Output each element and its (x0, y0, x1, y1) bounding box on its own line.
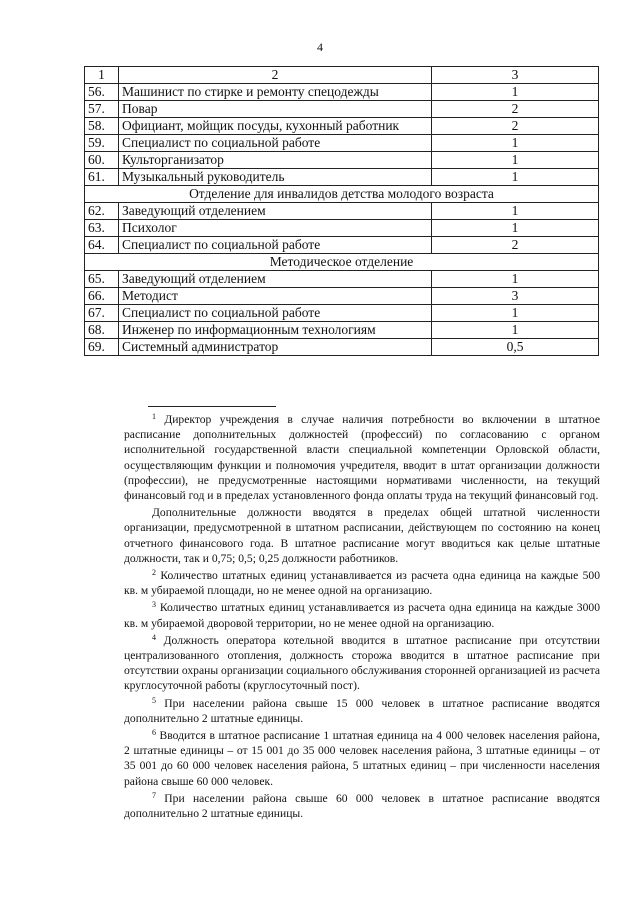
staff-units: 1 (432, 84, 599, 101)
footnote-mark: 1 (152, 412, 156, 421)
footnote-mark: 5 (152, 695, 156, 705)
footnote-text: Директор учреждения в случае наличия потребности во включении в штатное расписание дополнительных должностей (профессий) по согласованию с органом исполнительной государственной власти специальной компетенции Орловской области, осуществляющим функции и полномочия учредителя, вводит в штат организации должности (профессии), не предусмотренные настоящими нормативами численности, на текущий финансовый год и в пределах установленного фонда оплаты труда на текущий финансовый год. (124, 413, 600, 503)
table-header-row (85, 67, 599, 84)
staff-units: 1 (432, 135, 599, 152)
footnote-mark: 4 (152, 632, 156, 642)
staff-units: 3 (432, 288, 599, 305)
table-row (85, 271, 599, 288)
position-name: Методист (119, 288, 432, 305)
footnote-text: Дополнительные должности вводятся в пределах общей штатной численности организации, предусмотренной в штатном расписании, действующем по состоянию на конец отчетного финансового года. В штатное расписание могут вводиться как целые штатные должности, так и 0,75; 0,5; 0,25 должности работников. (124, 506, 600, 565)
header-col-1: 1 (85, 67, 119, 84)
table-row (85, 322, 599, 339)
staff-units: 1 (432, 220, 599, 237)
table-row (85, 237, 599, 254)
position-name: Повар (119, 101, 432, 118)
row-number: 68. (85, 322, 119, 339)
page-number: 4 (317, 40, 323, 54)
table-row (85, 118, 599, 135)
table-row (85, 305, 599, 322)
staff-units: 1 (432, 203, 599, 220)
row-number: 64. (85, 237, 119, 254)
row-number: 66. (85, 288, 119, 305)
section-header-row (85, 254, 599, 271)
staff-units: 1 (432, 322, 599, 339)
staff-units: 1 (432, 271, 599, 288)
header-col-3: 3 (432, 67, 599, 84)
staff-units: 2 (432, 237, 599, 254)
footnotes (124, 412, 600, 823)
row-number: 57. (85, 101, 119, 118)
row-number: 65. (85, 271, 119, 288)
position-name: Заведующий отделением (119, 271, 432, 288)
footnote-text: При населении района свыше 15 000 человек в штатное расписание вводятся дополнительно 2 штатные единицы. (124, 696, 600, 725)
footnote-divider (148, 406, 276, 407)
section-header-row (85, 186, 599, 203)
table-row (85, 135, 599, 152)
footnote-mark: 7 (152, 790, 156, 800)
row-number: 69. (85, 339, 119, 356)
row-number: 63. (85, 220, 119, 237)
footnote (124, 505, 600, 566)
position-name: Инженер по информационным технологиям (119, 322, 432, 339)
position-name: Машинист по стирке и ремонту спецодежды (119, 84, 432, 101)
row-number: 58. (85, 118, 119, 135)
row-number: 56. (85, 84, 119, 101)
table-row (85, 203, 599, 220)
staff-units: 0,5 (432, 339, 599, 356)
position-name: Психолог (119, 220, 432, 237)
staff-units: 1 (432, 169, 599, 186)
table-row (85, 220, 599, 237)
staff-units: 2 (432, 118, 599, 135)
position-name: Музыкальный руководитель (119, 169, 432, 186)
row-number: 62. (85, 203, 119, 220)
footnote (124, 412, 600, 503)
footnote-text: Должность оператора котельной вводится в штатное расписание при отсутствии централизованного отопления, должность сторожа вводится в штатное расписание при отсутствии охраны организации социального обслуживания сторонней организацией из расчета круглосуточной работы (круглосуточный пост). (124, 633, 600, 693)
table-row (85, 339, 599, 356)
footnote (124, 633, 600, 694)
staff-units: 1 (432, 152, 599, 169)
footnote (124, 696, 600, 726)
footnote (124, 791, 600, 821)
table-row (85, 152, 599, 169)
footnote-mark: 6 (152, 728, 156, 738)
staff-units: 2 (432, 101, 599, 118)
footnote (124, 568, 600, 598)
position-name: Специалист по социальной работе (119, 237, 432, 254)
table-row (85, 288, 599, 305)
table-row (85, 169, 599, 186)
position-name: Системный администратор (119, 339, 432, 356)
position-name: Заведующий отделением (119, 203, 432, 220)
row-number: 61. (85, 169, 119, 186)
footnote-mark: 2 (152, 568, 156, 578)
footnote-mark: 3 (152, 600, 156, 610)
footnote (124, 728, 600, 789)
header-col-2: 2 (119, 67, 432, 84)
footnote-text: Количество штатных единиц устанавливается из расчета одна единица на каждые 500 кв. м убираемой площади, но не менее одной на организацию. (124, 569, 600, 598)
footnote-text: При населении района свыше 60 000 человек в штатное расписание вводятся дополнительно 2 штатные единицы. (124, 791, 600, 821)
table-row (85, 84, 599, 101)
row-number: 60. (85, 152, 119, 169)
table-row (85, 101, 599, 118)
position-name: Культорганизатор (119, 152, 432, 169)
staff-units: 1 (432, 305, 599, 322)
staffing-table (84, 66, 599, 356)
position-name: Официант, мойщик посуды, кухонный работник (119, 118, 432, 135)
footnote-text: Вводится в штатное расписание 1 штатная единица на 4 000 человек населения района, 2 штатные единицы – от 15 001 до 35 000 человек населения района, 3 штатные единицы – от 35 001 до 60 000 человек населения района, 5 штатных единиц – при численности населения района свыше 60 000 человек. (124, 729, 600, 788)
section-title: Отделение для инвалидов детства молодого возраста (85, 186, 599, 203)
section-title: Методическое отделение (85, 254, 599, 271)
row-number: 67. (85, 305, 119, 322)
footnote (124, 600, 600, 630)
row-number: 59. (85, 135, 119, 152)
footnote-text: Количество штатных единиц устанавливается из расчета одна единица на каждые 3000 кв. м убираемой дворовой территории, но не менее одной на организацию. (124, 601, 600, 630)
position-name: Специалист по социальной работе (119, 135, 432, 152)
position-name: Специалист по социальной работе (119, 305, 432, 322)
